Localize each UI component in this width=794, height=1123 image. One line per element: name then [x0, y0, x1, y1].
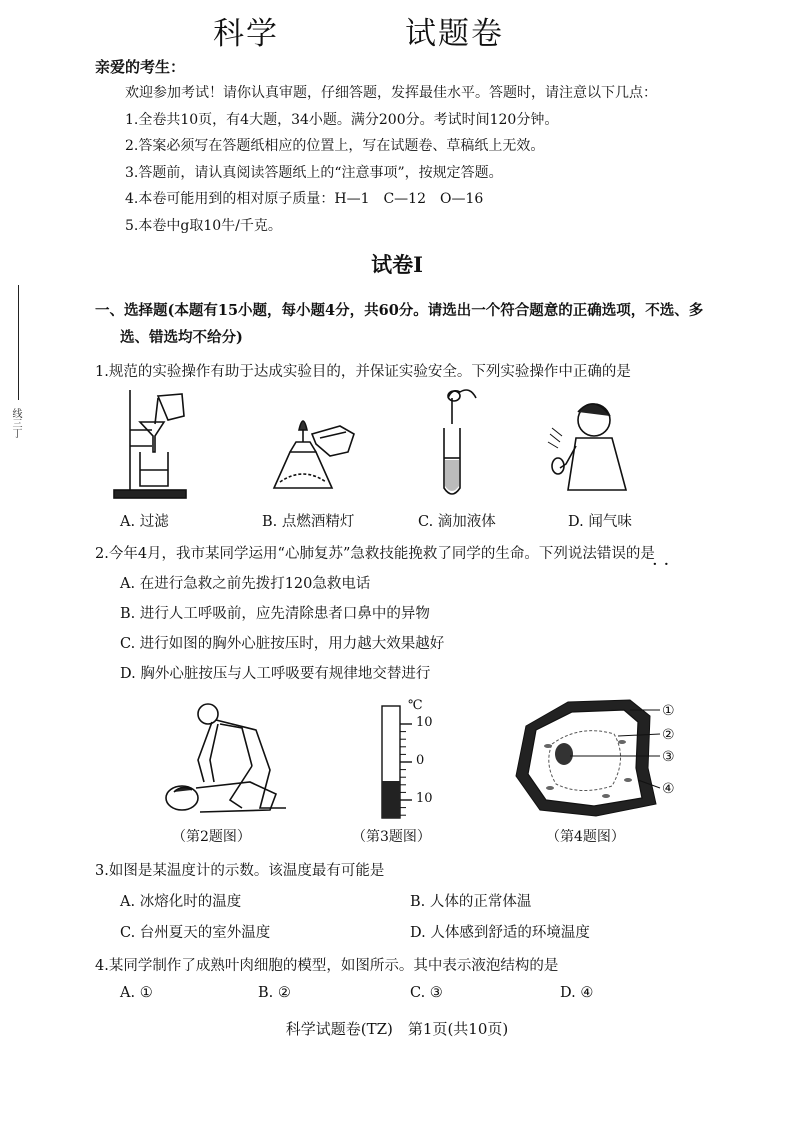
smelling-figure [546, 394, 636, 498]
cpr-figure [160, 700, 300, 818]
emphasis-dots: · · [652, 554, 670, 575]
note-item: 5.本卷中g取10牛/千克。 [125, 217, 282, 234]
q1-option-c: C. 滴加液体 [418, 514, 496, 530]
subject-title: 科学 [213, 16, 279, 52]
binding-line [18, 285, 19, 400]
thermometer-liquid [382, 781, 400, 818]
cell-label-1: ① [662, 703, 675, 719]
page-footer: 科学试题卷(TZ) 第1页(共10页) [285, 1020, 509, 1038]
greeting: 亲爱的考生： [95, 58, 186, 76]
q1-option-d: D. 闻气味 [568, 514, 632, 530]
note-item: 欢迎参加考试！请你认真审题，仔细答题，发挥最佳水平。答题时，请注意以下几点： [125, 85, 657, 101]
note-item: 2.答案必须写在答题纸相应的位置上，写在试题卷、草稿纸上无效。 [125, 138, 545, 154]
note-item: 4.本卷可能用到的相对原子质量：H—1 C—12 O—16 [125, 191, 484, 207]
paper-title: 试题卷 [405, 16, 504, 52]
test-tube-figure [434, 388, 494, 502]
q1-stem: 1.规范的实验操作有助于达成实验目的，并保证实验安全。下列实验操作中正确的是 [95, 364, 631, 380]
page-title [0, 8, 794, 52]
cell-label-3: ③ [662, 749, 675, 765]
q4-option-a: A. ① [120, 985, 153, 1001]
section-heading-line2: 选、错选均不给分) [120, 329, 243, 346]
q3-option-a: A. 冰熔化时的温度 [120, 894, 242, 910]
margin-text: 线三丁 [10, 408, 21, 438]
q2-option-b: B. 进行人工呼吸前，应先清除患者口鼻中的异物 [120, 606, 430, 622]
cell-label-2: ② [662, 727, 675, 743]
cell-label-4: ④ [662, 781, 675, 797]
q4-option-d: D. ④ [560, 985, 594, 1001]
leaf-cell-figure [510, 696, 690, 820]
thermometer-unit: ℃ [408, 698, 423, 713]
q4-stem: 4.某同学制作了成熟叶肉细胞的模型，如图所示。其中表示液泡结构的是 [95, 958, 559, 974]
section-heading-line1: 一、选择题(本题有15小题，每小题4分，共60分。请选出一个符合题意的正确选项，不选、多 [95, 302, 704, 319]
q2-option-a: A. 在进行急救之前先拨打120急救电话 [120, 576, 371, 592]
filtration-figure [112, 386, 192, 504]
q2-option-d: D. 胸外心脏按压与人工呼吸要有规律地交替进行 [120, 666, 431, 682]
thermo-tick-label: 0 [416, 753, 425, 768]
q3-option-c: C. 台州夏天的室外温度 [120, 925, 271, 941]
q4-option-b: B. ② [258, 985, 291, 1001]
note-item: 3.答题前，请认真阅读答题纸上的“注意事项”，按规定答题。 [125, 164, 503, 181]
part-title: 试卷Ⅰ [371, 252, 423, 277]
q2-option-c: C. 进行如图的胸外心脏按压时，用力越大效果越好 [120, 636, 445, 652]
fig4-caption: （第4题图） [546, 829, 625, 845]
alcohol-lamp-figure [268, 404, 358, 500]
notes-list [125, 80, 657, 239]
fig3-caption: （第3题图） [352, 829, 431, 845]
q3-option-d: D. 人体感到舒适的环境温度 [410, 925, 590, 941]
q3-stem: 3.如图是某温度计的示数。该温度最有可能是 [95, 863, 385, 879]
q4-option-c: C. ③ [410, 985, 443, 1001]
thermo-tick-label: 10 [416, 715, 433, 730]
fig2-caption: （第2题图） [172, 829, 251, 845]
q1-option-b: B. 点燃酒精灯 [262, 514, 355, 530]
q2-stem: 2.今年4月，我市某同学运用“心肺复苏”急救技能挽救了同学的生命。下列说法错误的是 [95, 546, 655, 562]
thermo-tick-label: 10 [416, 791, 433, 806]
note-item: 1.全卷共10页，有4大题，34小题。满分200分。考试时间120分钟。 [125, 111, 559, 128]
q1-option-a: A. 过滤 [120, 514, 169, 530]
q3-option-b: B. 人体的正常体温 [410, 894, 532, 910]
